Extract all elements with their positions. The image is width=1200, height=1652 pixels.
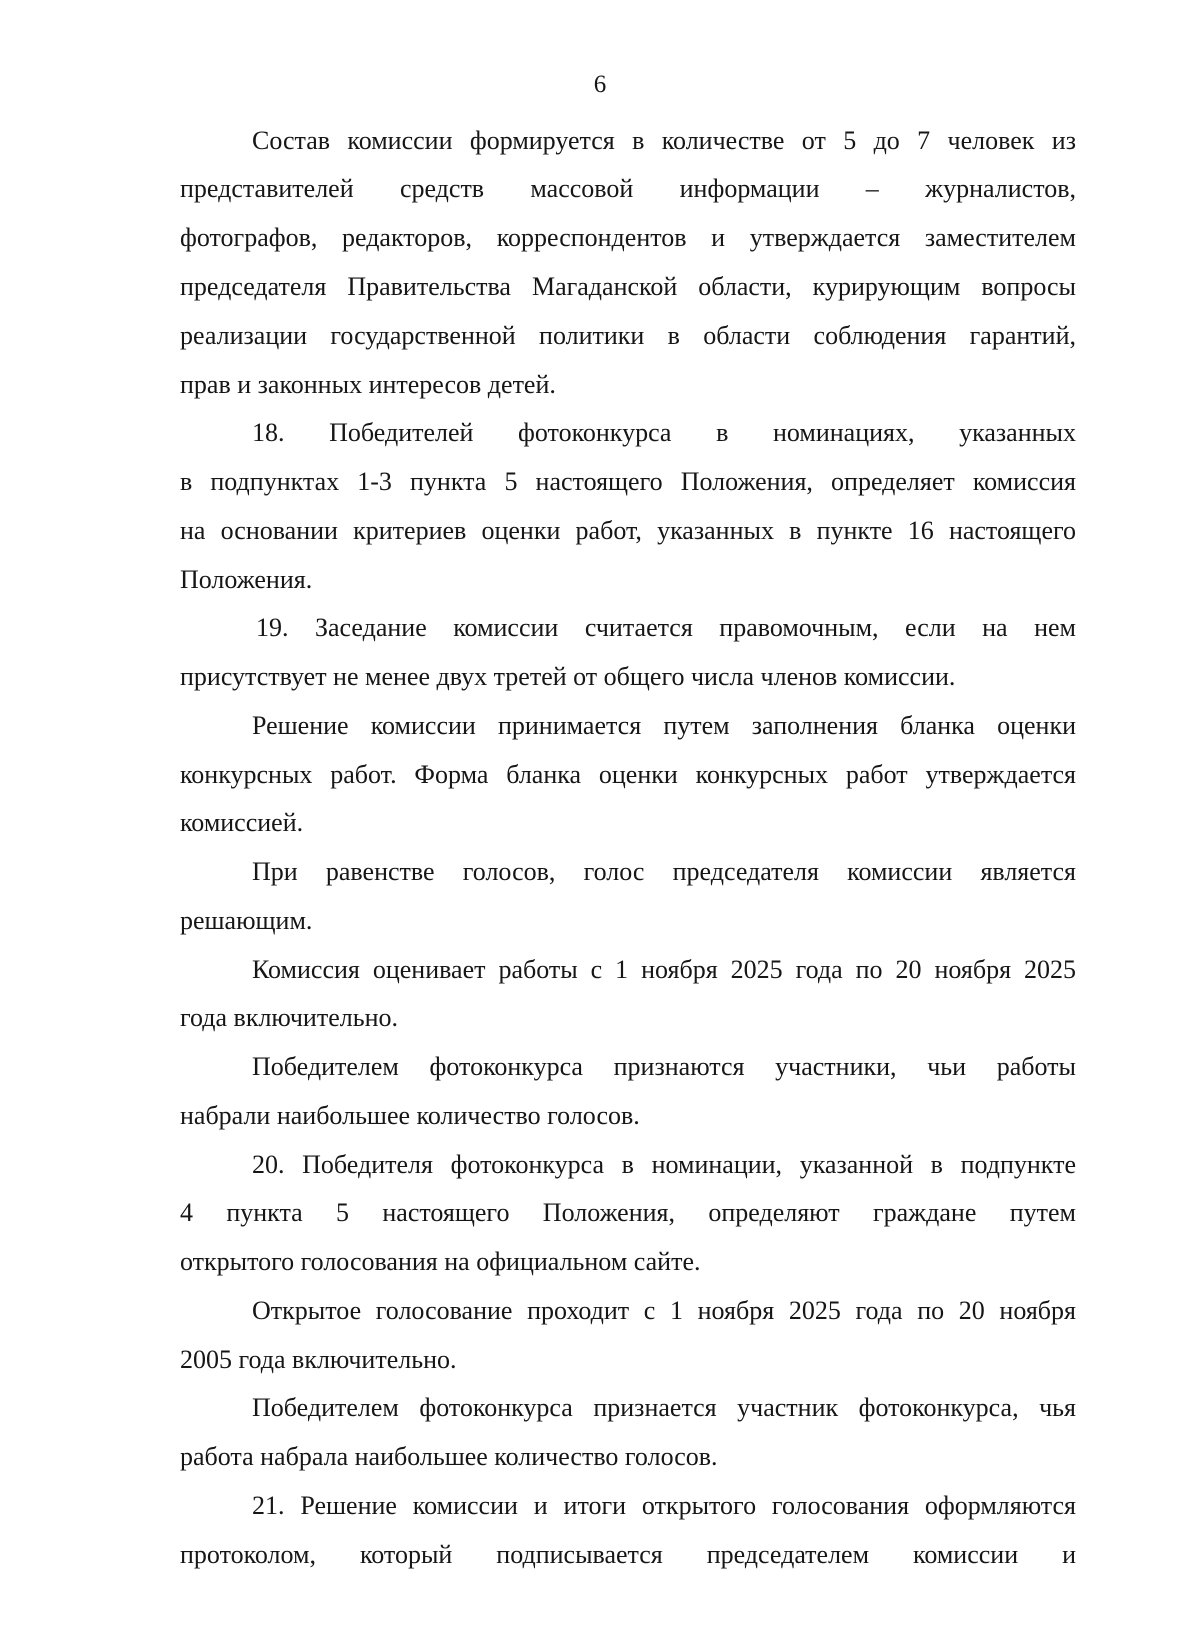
text-line: комиссией.	[180, 808, 304, 837]
text-line: протоколом, который подписывается председателем комиссии и	[180, 1540, 1076, 1569]
text-line: Победителем фотоконкурса признается участник фотоконкурса, чья	[252, 1393, 1076, 1422]
text-line: в подпунктах 1-3 пункта 5 настоящего Положения, определяет комиссия	[180, 467, 1076, 496]
text-line: на основании критериев оценки работ, указанных в пункте 16 настоящего	[180, 516, 1076, 545]
text-line: 19. Заседание комиссии считается правомочным, если на нем	[256, 613, 1076, 642]
text-line: представителей средств массовой информации – журналистов,	[180, 174, 1076, 203]
text-line: Решение комиссии принимается путем заполнения бланка оценки	[252, 711, 1076, 740]
text-line: 18. Победителей фотоконкурса в номинациях, указанных	[252, 418, 1076, 447]
text-line: Победителем фотоконкурса признаются участники, чьи работы	[252, 1052, 1076, 1081]
text-line: 4 пункта 5 настоящего Положения, определяют граждане путем	[180, 1198, 1076, 1227]
text-line: Состав комиссии формируется в количестве от 5 до 7 человек из	[252, 126, 1076, 155]
text-line: председателя Правительства Магаданской области, курирующим вопросы	[180, 272, 1076, 301]
text-line: 20. Победителя фотоконкурса в номинации, указанной в подпункте	[252, 1150, 1076, 1179]
text-line: набрали наибольшее количество голосов.	[180, 1101, 640, 1130]
text-line: 2005 года включительно.	[180, 1345, 457, 1374]
text-line: фотографов, редакторов, корреспондентов и утверждается заместителем	[180, 223, 1076, 252]
text-line: При равенстве голосов, голос председателя комиссии является	[252, 857, 1076, 886]
text-line: конкурсных работ. Форма бланка оценки конкурсных работ утверждается	[180, 760, 1076, 789]
page-number: 6	[593, 71, 607, 98]
text-line: реализации государственной политики в области соблюдения гарантий,	[180, 321, 1076, 350]
text-line: 21. Решение комиссии и итоги открытого голосования оформляются	[252, 1491, 1076, 1520]
text-line: открытого голосования на официальном сайте.	[180, 1247, 701, 1276]
text-line: присутствует не менее двух третей от общего числа членов комиссии.	[180, 662, 956, 691]
text-line: Положения.	[180, 565, 313, 594]
text-line: прав и законных интересов детей.	[180, 370, 556, 399]
text-line: решающим.	[180, 906, 313, 935]
text-line: года включительно.	[180, 1003, 398, 1032]
text-line: Открытое голосование проходит с 1 ноября 2025 года по 20 ноября	[252, 1296, 1076, 1325]
text-line: работа набрала наибольшее количество голосов.	[180, 1442, 718, 1471]
text-line: Комиссия оценивает работы с 1 ноября 2025 года по 20 ноября 2025	[252, 955, 1076, 984]
